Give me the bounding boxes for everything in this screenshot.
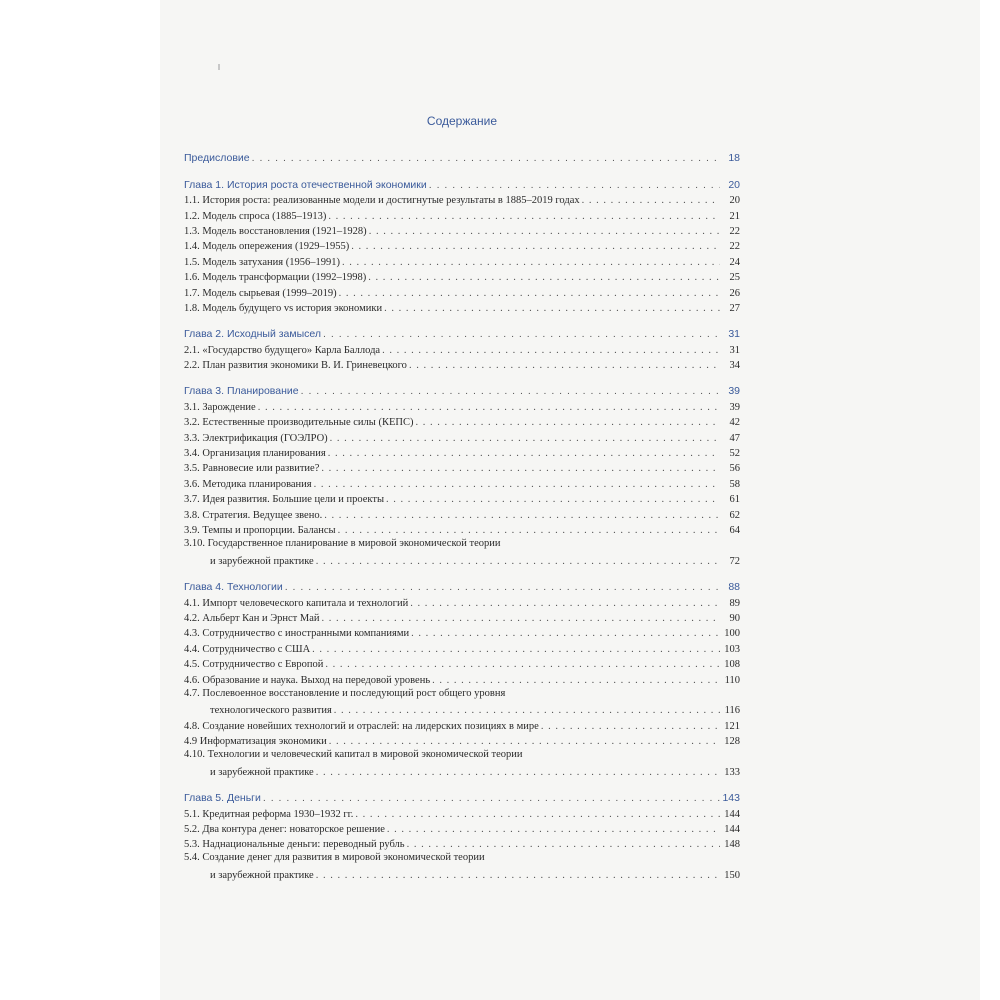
toc-page-number: 22: [729, 241, 740, 253]
dot-leader: [285, 581, 720, 593]
toc-entry-label: 1.8. Модель будущего vs история экономики: [184, 302, 383, 314]
dot-leader: [429, 179, 720, 191]
toc-entry[interactable]: [184, 670, 740, 685]
toc-entry-line: [184, 747, 740, 762]
toc-page-number: 34: [729, 360, 740, 372]
dot-leader: [334, 705, 720, 716]
dot-leader: [252, 152, 720, 164]
toc-entry-line: [184, 536, 740, 551]
page-mark: [218, 64, 220, 70]
toc-entry-label: Глава 1. История роста отечественной экономики: [184, 178, 427, 191]
toc-entry-label: Глава 3. Планирование: [184, 385, 299, 398]
toc-page-number: 22: [729, 225, 740, 237]
toc-page-number: 150: [724, 870, 740, 882]
toc-page-number: 89: [729, 597, 740, 609]
toc-page-number: 52: [729, 448, 740, 460]
toc-entry-label: 3.4. Организация планирования: [184, 448, 326, 460]
toc-entry-label: 5.4. Создание денег для развития в мировой экономической теории: [184, 852, 485, 864]
toc-entry[interactable]: [184, 191, 740, 206]
dot-leader: [312, 644, 720, 655]
toc-page-number: 121: [724, 720, 740, 732]
dot-leader: [369, 226, 720, 237]
dot-leader: [328, 211, 720, 222]
toc-page-number: 133: [724, 766, 740, 778]
toc-page-number: 144: [724, 824, 740, 836]
toc-page-number: 116: [724, 705, 740, 717]
toc-page-number: 18: [728, 152, 740, 165]
toc-entry-label: 5.3. Наднациональные деньги: переводный рубль: [184, 839, 405, 851]
toc-page-number: 88: [728, 581, 740, 594]
dot-leader: [382, 345, 720, 356]
toc-entry-label: Предисловие: [184, 152, 250, 165]
toc-entry-label: 4.4. Сотрудничество с США: [184, 643, 311, 655]
toc-entry-label: 3.1. Зарождение: [184, 401, 256, 413]
toc-page-number: 108: [724, 659, 740, 671]
toc-entry-label: 5.2. Два контура денег: новаторское решение: [184, 824, 385, 836]
toc-entry[interactable]: [184, 639, 740, 654]
dot-leader: [415, 417, 720, 428]
toc-entry-label: 4.7. Послевоенное восстановление и последующий рост общего уровня: [184, 687, 506, 699]
dot-leader: [541, 721, 720, 732]
toc-entry[interactable]: [184, 716, 740, 731]
toc-entry-label: 1.7. Модель сырьевая (1999–2019): [184, 287, 337, 299]
toc-entry[interactable]: [184, 206, 740, 221]
toc-page-number: 100: [724, 628, 740, 640]
toc-entry[interactable]: [184, 444, 740, 459]
toc-chapter[interactable]: [184, 175, 740, 190]
dot-leader: [328, 448, 720, 459]
toc-entry-label: 4.6. Образование и наука. Выход на передовой уровень: [184, 674, 431, 686]
toc-entry-label: 1.4. Модель опережения (1929–1955): [184, 241, 350, 253]
dot-leader: [321, 613, 720, 624]
toc-chapter[interactable]: [184, 578, 740, 593]
toc-chapter[interactable]: [184, 789, 740, 804]
dot-leader: [263, 792, 720, 804]
toc-page-number: 58: [729, 478, 740, 490]
toc-page-number: 110: [724, 674, 740, 686]
dot-leader: [409, 360, 720, 371]
dot-leader: [386, 494, 720, 505]
toc-entry-label: 3.6. Методика планирования: [184, 478, 312, 490]
toc-entry[interactable]: [184, 397, 740, 412]
toc-entry[interactable]: [184, 804, 740, 819]
toc-entry-label: 3.9. Темпы и пропорции. Балансы: [184, 524, 336, 536]
toc-entry[interactable]: [184, 340, 740, 355]
dot-leader: [321, 463, 720, 474]
toc-page-number: 56: [729, 463, 740, 475]
toc-entry-label: 4.5. Сотрудничество с Европой: [184, 659, 324, 671]
toc-entry[interactable]: [184, 459, 740, 474]
toc-entry[interactable]: [184, 413, 740, 428]
toc-entry-continuation: технологического развития: [210, 705, 332, 717]
toc-page-number: 144: [724, 808, 740, 820]
toc-entry[interactable]: [184, 474, 740, 489]
toc-page-number: 25: [729, 272, 740, 284]
dot-leader: [316, 870, 720, 881]
toc-page-number: 20: [728, 178, 740, 191]
toc-entry-label: 5.1. Кредитная реформа 1930–1932 гг.: [184, 808, 354, 820]
toc-entry-label: 3.2. Естественные производительные силы (КЕПС): [184, 417, 414, 429]
toc-entry-label: 4.3. Сотрудничество с иностранными компаниями: [184, 628, 410, 640]
dot-leader: [329, 736, 720, 747]
dot-leader: [325, 659, 720, 670]
toc-page-number: 103: [724, 643, 740, 655]
toc-entry[interactable]: [184, 490, 740, 505]
toc-entry[interactable]: [184, 624, 740, 639]
toc-entry-label: 4.1. Импорт человеческого капитала и технологий: [184, 597, 409, 609]
section-gap: [184, 314, 740, 325]
section-gap: [184, 778, 740, 789]
toc-page-number: 143: [722, 792, 740, 805]
toc-entry-continuation: и зарубежной практике: [210, 766, 314, 778]
toc-entry[interactable]: [184, 762, 740, 777]
toc-title: Содержание: [426, 114, 498, 128]
dot-leader: [355, 809, 720, 820]
section-gap: [184, 164, 740, 175]
dot-leader: [301, 385, 720, 397]
toc-entry[interactable]: [184, 835, 740, 850]
toc-page-number: 72: [729, 555, 740, 567]
dot-leader: [323, 328, 720, 340]
toc-entry-label: Глава 5. Деньги: [184, 792, 261, 805]
toc-page-number: 24: [729, 256, 740, 268]
toc-entry[interactable]: [184, 701, 740, 716]
dot-leader: [368, 272, 720, 283]
toc-entry-label: 1.1. История роста: реализованные модели и достигнутые результаты в 1885–2019 годах: [184, 195, 580, 207]
toc-entry[interactable]: [184, 732, 740, 747]
dot-leader: [411, 628, 720, 639]
dot-leader: [314, 479, 720, 490]
toc-page-number: 47: [729, 432, 740, 444]
toc-chapter[interactable]: [184, 325, 740, 340]
toc-entry-line: [184, 850, 740, 865]
toc-chapter[interactable]: [184, 382, 740, 397]
dot-leader: [339, 288, 720, 299]
dot-leader: [384, 303, 720, 314]
toc-entry[interactable]: [184, 268, 740, 283]
dot-leader: [258, 402, 720, 413]
toc-chapter[interactable]: [184, 149, 740, 164]
toc-page-number: 20: [729, 195, 740, 207]
toc-entry[interactable]: [184, 237, 740, 252]
toc-entry-label: 3.10. Государственное планирование в мировой экономической теории: [184, 537, 501, 549]
toc-entry-continuation: и зарубежной практике: [210, 555, 314, 567]
toc-page-number: 90: [729, 612, 740, 624]
toc-page-number: 31: [729, 344, 740, 356]
section-gap: [184, 371, 740, 382]
toc-page-number: 26: [729, 287, 740, 299]
toc-page-number: 148: [724, 839, 740, 851]
dot-leader: [407, 839, 720, 850]
toc-entry-label: 2.2. План развития экономики В. И. Гриневецкого: [184, 360, 407, 372]
toc-entry-label: 2.1. «Государство будущего» Карла Баллода: [184, 344, 381, 356]
toc-entry-label: Глава 2. Исходный замысел: [184, 328, 322, 341]
toc-page-number: 128: [724, 736, 740, 748]
table-of-contents: [184, 112, 740, 881]
toc-entry[interactable]: [184, 820, 740, 835]
dot-leader: [351, 241, 720, 252]
toc-entry-line: [184, 686, 740, 701]
toc-entry[interactable]: [184, 593, 740, 608]
dot-leader: [316, 556, 720, 567]
toc-entry-label: 4.2. Альберт Кан и Эрнст Май: [184, 612, 320, 624]
toc-page-number: 61: [729, 494, 740, 506]
dot-leader: [410, 598, 720, 609]
dot-leader: [387, 824, 720, 835]
toc-page-number: 62: [729, 509, 740, 521]
toc-entry-label: 3.8. Стратегия. Ведущее звено.: [184, 509, 323, 521]
toc-entry[interactable]: [184, 222, 740, 237]
section-gap: [184, 567, 740, 578]
toc-entry[interactable]: [184, 283, 740, 298]
toc-entry-label: 3.7. Идея развития. Большие цели и проекты: [184, 494, 385, 506]
toc-page-number: 21: [729, 210, 740, 222]
dot-leader: [342, 257, 720, 268]
toc-page-number: 39: [729, 401, 740, 413]
toc-entry-label: Глава 4. Технологии: [184, 581, 283, 594]
dot-leader: [432, 675, 720, 686]
toc-entry-label: 3.3. Электрификация (ГОЭЛРО): [184, 432, 328, 444]
toc-page-number: 42: [729, 417, 740, 429]
toc-entry[interactable]: [184, 866, 740, 881]
toc-entry-label: 3.5. Равновесие или развитие?: [184, 463, 320, 475]
toc-entry[interactable]: [184, 655, 740, 670]
dot-leader: [582, 195, 720, 206]
toc-entry[interactable]: [184, 551, 740, 566]
toc-page-number: 31: [728, 328, 740, 341]
toc-entry-label: 1.3. Модель восстановления (1921–1928): [184, 225, 367, 237]
toc-entry-label: 4.8. Создание новейших технологий и отраслей: на лидерских позициях в мире: [184, 720, 539, 732]
toc-entry[interactable]: [184, 428, 740, 443]
toc-body: [184, 149, 740, 881]
toc-entry[interactable]: [184, 252, 740, 267]
toc-page-number: 64: [729, 524, 740, 536]
toc-entry-label: 1.5. Модель затухания (1956–1991): [184, 256, 340, 268]
dot-leader: [330, 433, 720, 444]
toc-entry-label: 4.10. Технологии и человеческий капитал в мировой экономической теории: [184, 749, 523, 761]
dot-leader: [338, 525, 720, 536]
toc-entry-continuation: и зарубежной практике: [210, 870, 314, 882]
toc-entry-label: 1.6. Модель трансформации (1992–1998): [184, 272, 367, 284]
toc-entry[interactable]: [184, 609, 740, 624]
dot-leader: [324, 510, 720, 521]
toc-entry-label: 1.2. Модель спроса (1885–1913): [184, 210, 327, 222]
toc-entry[interactable]: [184, 356, 740, 371]
toc-entry[interactable]: [184, 521, 740, 536]
dot-leader: [316, 767, 720, 778]
toc-entry-label: 4.9 Информатизация экономики: [184, 736, 327, 748]
toc-entry[interactable]: [184, 299, 740, 314]
toc-page-number: 27: [729, 302, 740, 314]
toc-entry[interactable]: [184, 505, 740, 520]
toc-page-number: 39: [728, 385, 740, 398]
